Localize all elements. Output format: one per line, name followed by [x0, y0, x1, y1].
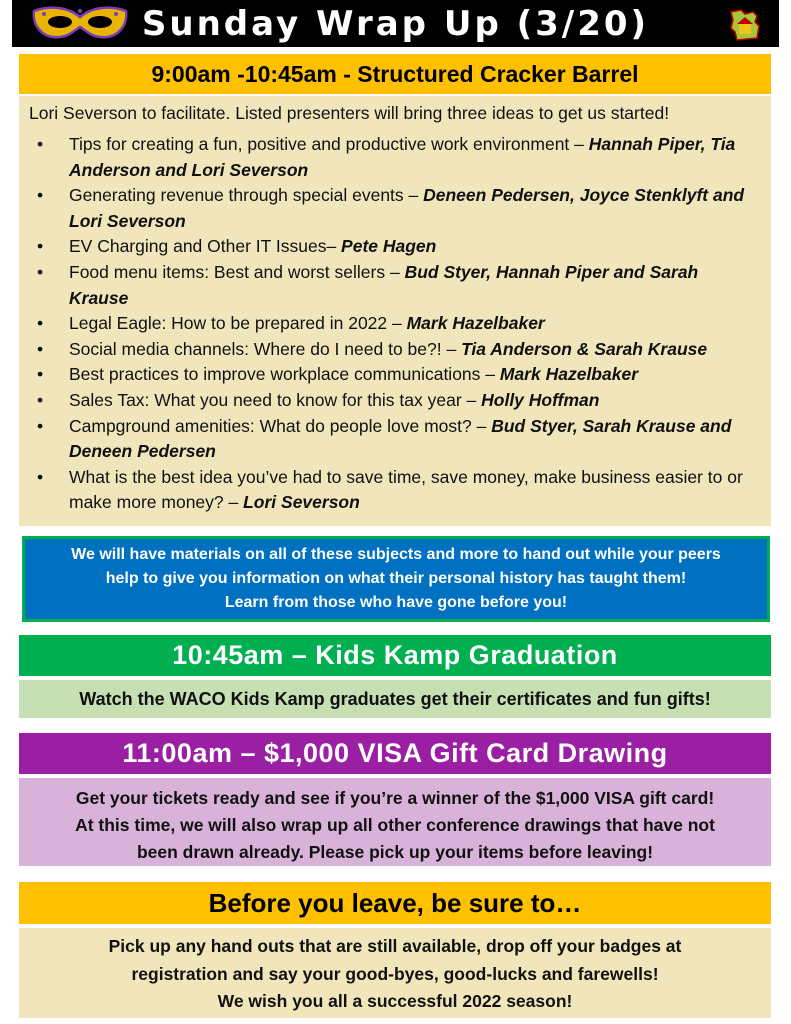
topic-text: Food menu items: Best and worst sellers – — [69, 261, 405, 282]
topic-text: Tips for creating a fun, positive and productive work environment – — [69, 134, 589, 154]
presenters: Holly Hoffman — [481, 389, 600, 410]
topics-list — [29, 132, 761, 516]
bullet-icon: • — [37, 185, 44, 206]
list-item — [29, 311, 761, 337]
list-item — [29, 465, 761, 516]
list-item — [29, 337, 761, 363]
before-leave-panel — [19, 928, 771, 1018]
header-bar — [12, 0, 779, 47]
bullet-icon: • — [37, 338, 44, 359]
bullet-icon: • — [37, 466, 44, 487]
before-leave-heading: Before you leave, be sure to… — [19, 882, 771, 924]
drawing-line: At this time, we will also wrap up all other conference drawings that have not — [75, 815, 715, 835]
presenters: Mark Hazelbaker — [406, 313, 545, 334]
list-item — [29, 260, 761, 311]
presenters: Lori Severson — [243, 492, 360, 513]
kids-kamp-text: Watch the WACO Kids Kamp graduates get their certificates and fun gifts! — [19, 680, 771, 718]
presenters: Tia Anderson & Sarah Krause — [461, 338, 708, 359]
bullet-icon: • — [37, 236, 44, 257]
presenters: Hannah Piper, Tia Anderson and Lori Severson — [69, 134, 736, 180]
list-item — [29, 362, 761, 388]
drawing-panel — [19, 778, 771, 866]
topic-text: Generating revenue through special events – — [69, 185, 424, 206]
bullet-icon: • — [37, 364, 44, 385]
topic-text: Best practices to improve workplace communications – — [69, 364, 500, 385]
bullet-icon: • — [37, 415, 44, 436]
materials-note-line: help to give you information on what their personal history has taught them! — [105, 570, 687, 587]
topic-text: Campground amenities: What do people love most? – — [69, 415, 492, 436]
list-item — [29, 132, 761, 183]
drawing-line: Get your tickets ready and see if you’re a winner of the $1,000 VISA gift card! — [75, 788, 715, 808]
bullet-icon: • — [37, 134, 44, 154]
topic-text: Sales Tax: What you need to know for this tax year – — [69, 389, 482, 410]
topic-text: EV Charging and Other IT Issues– — [69, 236, 342, 257]
cracker-barrel-panel — [19, 96, 771, 526]
list-item — [29, 414, 761, 465]
topic-text: What is the best idea you’ve had to save time, save money, make business easier to or make more money? – — [69, 466, 743, 513]
list-item — [29, 183, 761, 234]
list-item — [29, 234, 761, 260]
presenters: Deneen Pedersen, Joyce Stenklyft and Lori Severson — [69, 185, 745, 231]
topic-text: Legal Eagle: How to be prepared in 2022 – — [69, 313, 407, 334]
mardi-gras-mask-icon — [30, 3, 130, 43]
bullet-icon: • — [37, 389, 44, 410]
kids-kamp-heading: 10:45am – Kids Kamp Graduation — [19, 635, 771, 676]
before-leave-line: Pick up any hand outs that are still available, drop off your badges at — [108, 936, 682, 956]
list-item — [29, 388, 761, 414]
wisconsin-map-icon — [725, 4, 765, 44]
bullet-icon: • — [37, 261, 44, 282]
bullet-icon: • — [37, 313, 44, 334]
page-title: Sunday Wrap Up (3/20) — [141, 3, 650, 44]
before-leave-line: We wish you all a successful 2022 season! — [217, 991, 573, 1011]
cracker-barrel-intro: Lori Severson to facilitate. Listed presenters will bring three ideas to get us started! — [29, 103, 670, 123]
drawing-heading: 11:00am – $1,000 VISA Gift Card Drawing — [19, 733, 771, 774]
presenters: Pete Hagen — [341, 236, 437, 257]
before-leave-line: registration and say your good-byes, good-lucks and farewells! — [131, 963, 659, 984]
presenters: Bud Styer, Hannah Piper and Sarah Krause — [69, 261, 699, 308]
presenters: Mark Hazelbaker — [499, 364, 639, 385]
materials-note-line: Learn from those who have gone before you! — [224, 594, 568, 611]
drawing-line: been drawn already. Please pick up your items before leaving! — [136, 842, 654, 862]
materials-note — [22, 536, 770, 622]
presenters: Bud Styer, Sarah Krause and Deneen Pedersen — [69, 415, 732, 462]
topic-text: Social media channels: Where do I need to be?! – — [69, 338, 462, 359]
cracker-barrel-heading: 9:00am -10:45am - Structured Cracker Barrel — [19, 54, 771, 94]
materials-note-line: We will have materials on all of these subjects and more to hand out while your peers — [71, 546, 721, 563]
